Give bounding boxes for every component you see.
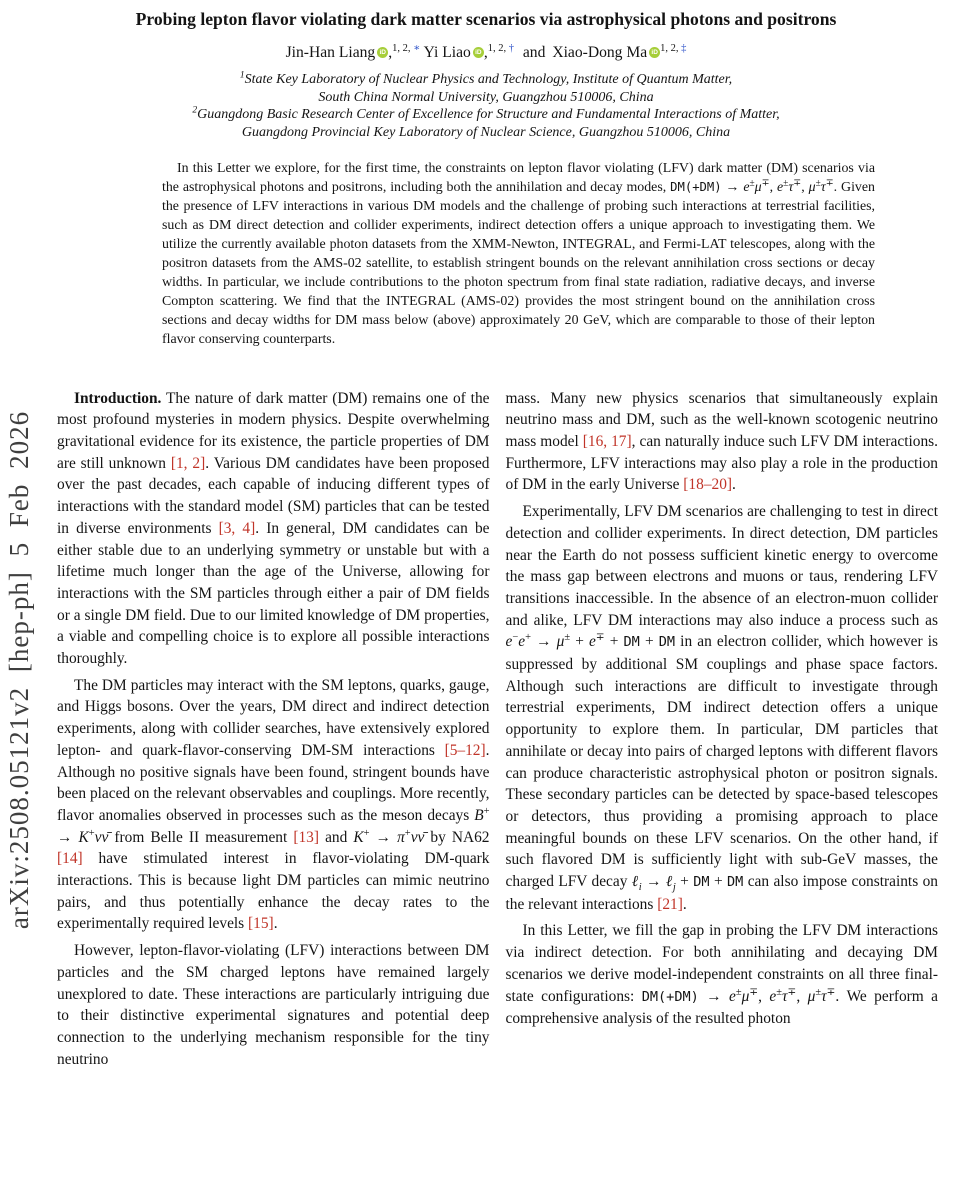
citation-link[interactable]: [13] bbox=[293, 828, 319, 846]
arxiv-watermark: arXiv:2508.05121v2 [hep-ph] 5 Feb 2026 bbox=[4, 410, 34, 930]
paragraph: In this Letter, we fill the gap in probing the LFV DM interactions via indirect detection. For both annihilating and decaying DM scenarios we derive model-independent constraints on all three final-state configurations: DM(+DM) → e±μ∓, e±τ∓, μ±τ∓. We perform a comprehensive analysis of the resulted photon bbox=[505, 922, 938, 1028]
author-conjunction: and bbox=[522, 44, 546, 62]
affiliation-line: Guangdong Provincial Key Laboratory of Nuclear Science, Guangzhou 510006, China bbox=[241, 125, 731, 140]
left-column bbox=[57, 388, 490, 1076]
author bbox=[552, 44, 686, 61]
author bbox=[286, 44, 421, 61]
author-superscript bbox=[660, 43, 686, 54]
author-name: Jin-Han Liang bbox=[285, 44, 376, 62]
citation-link[interactable]: [1, 2] bbox=[170, 454, 206, 472]
abstract: In this Letter we explore, for the first time, the constraints on lepton flavor violating (LFV) dark matter (DM) scenarios via the astrophysical photons and positrons, including both the annihilation and decay modes, DM(+DM) → e±μ∓, e±τ∓, μ±τ∓. Given the presence of LFV interactions in various DM models and the challenge of probing such interactions at terrestrial facilities, such as DM direct detection and collider experiments, indirect detection offers a unique approach to investigating them. We utilize the currently available photon datasets from the XMM-Newton, INTEGRAL, and Fermi-LAT telescopes, along with the positron datasets from the AMS-02 satellite, to establish stringent bounds on the relevant annihilation cross sections or decay widths. In particular, we include contributions to the photon spectrum from final state radiation, radiative decays, and inverse Compton scattering. We find that the INTEGRAL (AMS-02) provides the most stringent bound on the annihilation cross sections and decay widths for DM mass below (above) approximately 20 GeV, which are comparable to those of their lepton flavor conserving counterparts. bbox=[162, 160, 875, 347]
orcid-icon[interactable]: iD bbox=[377, 47, 388, 58]
citation-link[interactable]: [15] bbox=[248, 915, 274, 933]
paragraph: Introduction. The nature of dark matter (DM) remains one of the most profound mysteries in modern physics. Despite overwhelming gravitational evidence for its existence, the particle properties of DM are still unknown [1, 2]. Various DM candidates have been proposed over the past decades, each capable of inducing different types of interactions with the standard model (SM) particles that can be tested in diverse environments [3, 4]. In general, DM candidates can be either stable due to an underlying symmetry or unstable but with a lifetime much longer than the age of the Universe, allowing for interactions with the SM particles through either a pair of DM fields or a single DM field. Due to our limited knowledge of DM properties, a viable and compelling choice is to explore all possible interactions thoroughly. bbox=[57, 389, 490, 668]
citation-link[interactable]: [21] bbox=[657, 895, 683, 913]
footnote-mark[interactable]: ‡ bbox=[681, 43, 687, 55]
author-separator: , bbox=[483, 44, 488, 62]
affiliation-line: $^1$State Key Laboratory of Nuclear Physics and Technology, Institute of Quantum Matter, bbox=[239, 70, 733, 88]
paragraph: However, lepton-flavor-violating (LFV) interactions between DM particles and the SM charged leptons have remained largely unexplored to date. These interactions are particularly intriguing due to their distinctive experimental signatures and potential deep connection to the underlying mechanism responsible for the tiny neutrino bbox=[57, 942, 490, 1068]
author-superscript bbox=[392, 43, 420, 54]
affiliation-numbers: 1, 2, bbox=[392, 43, 414, 55]
affiliation-line: South China Normal University, Guangzhou 510006, China bbox=[318, 89, 654, 105]
footnote-mark[interactable]: † bbox=[508, 43, 514, 55]
affiliation-numbers: 1, 2, bbox=[660, 43, 682, 55]
body-columns bbox=[0, 388, 972, 1076]
author-line bbox=[0, 44, 972, 62]
orcid-icon[interactable]: iD bbox=[649, 47, 660, 58]
author bbox=[424, 44, 514, 61]
author-superscript bbox=[488, 43, 514, 54]
citation-link[interactable]: [16, 17] bbox=[582, 433, 632, 450]
author-name: Yi Liao bbox=[423, 44, 471, 62]
paragraph: Experimentally, LFV DM scenarios are challenging to test in direct detection and collider experiments. In direct detection, DM particles near the Earth do not possess sufficient kinetic energy to overcome the mass gap between electrons and muons or taus, rendering LFV transitions inaccessible. In the absence of an electron-muon collider and alike, LFV DM interactions may also induce a process such as e−e+ → μ± + e∓ + DM + DM in an electron collider, which however is suppressed by additional SM couplings and phase space factors. Although such interactions are difficult to investigate through terrestrial experiments, DM indirect detection offers a unique opportunity to explore them. In particular, DM particles that annihilate or decay into pairs of charged leptons with different flavors can produce characteristic astrophysical photon or positron signals. These secondary particles can be detected by space-based telescopes or detectors, thus providing a promising approach to place meaningful bounds on these LFV scenarios. On the other hand, if such flavored DM is sufficiently light with sub-GeV masses, the charged LFV decay ℓ$_i$ → ℓ$_j$ + DM + DM can also impose constraints on the relevant interactions [21]. bbox=[505, 503, 938, 913]
author-name: Xiao-Dong Ma bbox=[552, 44, 648, 62]
citation-link[interactable]: [18–20] bbox=[683, 476, 733, 494]
citation-link[interactable]: [5–12] bbox=[444, 741, 486, 759]
affiliation-numbers: 1, 2, bbox=[487, 43, 509, 55]
citation-link[interactable]: [3, 4] bbox=[218, 519, 256, 537]
affiliations bbox=[0, 71, 972, 141]
right-column bbox=[506, 388, 939, 1076]
paragraph: The DM particles may interact with the SM leptons, quarks, gauge, and Higgs bosons. Over the years, DM direct and indirect detection experiments, along with collider searches, have extensively explored lepton- and quark-flavor-conserving DM-SM interactions [5–12]. Although no positive signals have been found, stringent bounds have been placed on the relevant observables and couplings. More recently, flavor anomalies observed in processes such as the meson decays B+ → K+νν̄ from Belle II measurement [13] and K+ → π+νν̄ by NA62 [14] have stimulated interest in flavor-violating DM-quark interactions. This is because light DM particles can mimic neutrino pairs, and thus potentially enhance the decay rates to the experimentally required levels [15]. bbox=[57, 676, 490, 933]
author-separator: , bbox=[388, 44, 393, 62]
orcid-icon[interactable]: iD bbox=[473, 47, 484, 58]
paper-title: Probing lepton flavor violating dark matter scenarios via astrophysical photons and positrons bbox=[135, 9, 837, 29]
footnote-mark[interactable]: ∗ bbox=[413, 43, 421, 55]
affiliation-line: $^2$Guangdong Basic Research Center of Excellence for Structure and Fundamental Interactions of Matter, bbox=[192, 105, 780, 123]
paragraph: mass. Many new physics scenarios that simultaneously explain neutrino mass and DM, such as the well-known scotogenic neutrino mass model [16, 17], can naturally induce such LFV DM interactions. Furthermore, LFV interactions may also play a role in the production of DM in the early Universe [18–20]. bbox=[505, 389, 938, 494]
citation-link[interactable]: [14] bbox=[57, 850, 83, 868]
